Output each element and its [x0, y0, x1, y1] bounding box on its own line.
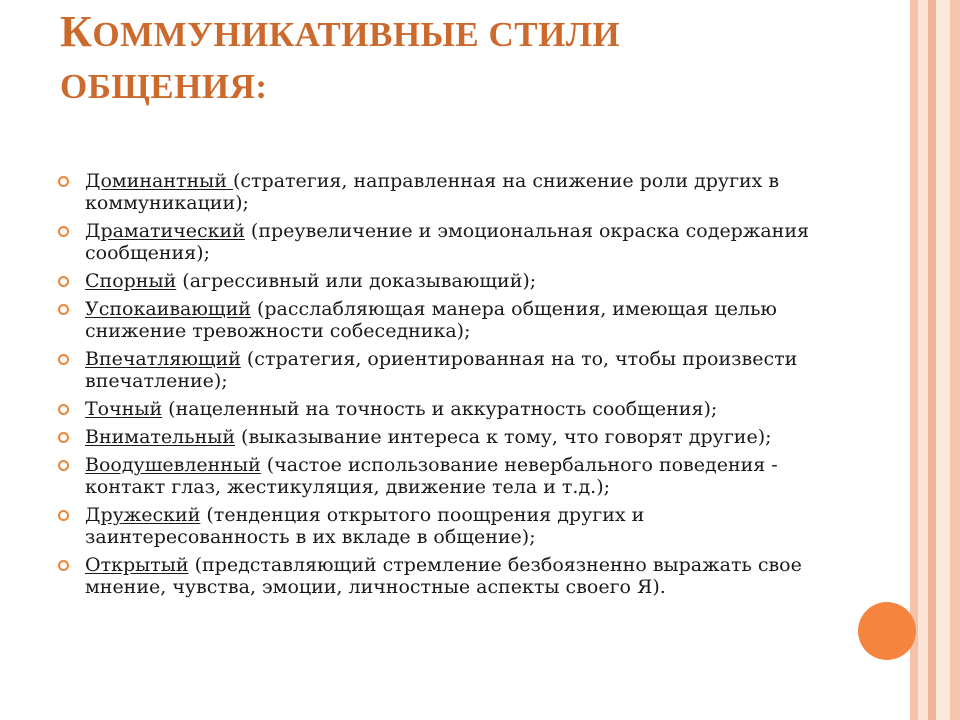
style-term: Внимательный — [85, 426, 236, 448]
list-item — [58, 426, 848, 448]
style-term: Впечатляющий — [85, 348, 241, 370]
style-term: Доминантный — [85, 170, 233, 192]
styles-list — [58, 170, 848, 604]
style-term: Успокаивающий — [85, 298, 251, 320]
list-item — [58, 348, 848, 392]
style-term: Открытый — [85, 554, 189, 576]
style-description: (выказывание интереса к тому, что говорят другие); — [235, 426, 772, 448]
circle-bullet-icon — [58, 404, 69, 415]
style-description: (тенденция открытого поощрения других и заинтересованность в их вкладе в общение); — [85, 504, 645, 548]
circle-bullet-icon — [58, 354, 69, 365]
circle-bullet-icon — [58, 510, 69, 521]
circle-bullet-icon — [58, 304, 69, 315]
list-item — [58, 454, 848, 498]
style-term: Драматический — [85, 220, 245, 242]
list-item — [58, 398, 848, 420]
style-description: (расслабляющая манера общения, имеющая целью снижение тревожности собеседника); — [85, 298, 777, 342]
circle-bullet-icon — [58, 176, 69, 187]
style-description: (частое использование невербального поведения - контакт глаз, жестикуляция, движение тела и т.д.); — [85, 454, 778, 498]
slide-title — [60, 6, 860, 113]
circle-bullet-icon — [58, 560, 69, 571]
decorative-side-stripes — [910, 0, 960, 720]
list-item — [58, 170, 848, 214]
style-description: (нацеленный на точность и аккуратность сообщения); — [162, 398, 718, 420]
list-item — [58, 554, 848, 598]
style-term: Точный — [85, 398, 163, 420]
style-description: (преувеличение и эмоциональная окраска содержания сообщения); — [85, 220, 809, 264]
style-description: (агрессивный или доказывающий); — [176, 270, 537, 292]
circle-bullet-icon — [58, 226, 69, 237]
style-description: (представляющий стремление безбоязненно выражать свое мнение, чувства, эмоции, личностные аспекты своего Я). — [85, 554, 802, 598]
circle-bullet-icon — [58, 460, 69, 471]
decorative-orange-circle — [858, 602, 916, 660]
slide-title-line-2: ОБЩЕНИЯ: — [60, 67, 268, 106]
style-description: (стратегия, направленная на снижение роли других в коммуникации); — [85, 170, 780, 214]
style-term: Дружеский — [85, 504, 201, 526]
style-term: Воодушевленный — [85, 454, 261, 476]
style-description: (стратегия, ориентированная на то, чтобы произвести впечатление); — [85, 348, 798, 392]
circle-bullet-icon — [58, 276, 69, 287]
slide-title-line-1: КОММУНИКАТИВНЫЕ СТИЛИ — [60, 7, 621, 56]
circle-bullet-icon — [58, 432, 69, 443]
list-item — [58, 504, 848, 548]
list-item — [58, 298, 848, 342]
list-item — [58, 270, 848, 292]
list-item — [58, 220, 848, 264]
style-term: Спорный — [85, 270, 177, 292]
